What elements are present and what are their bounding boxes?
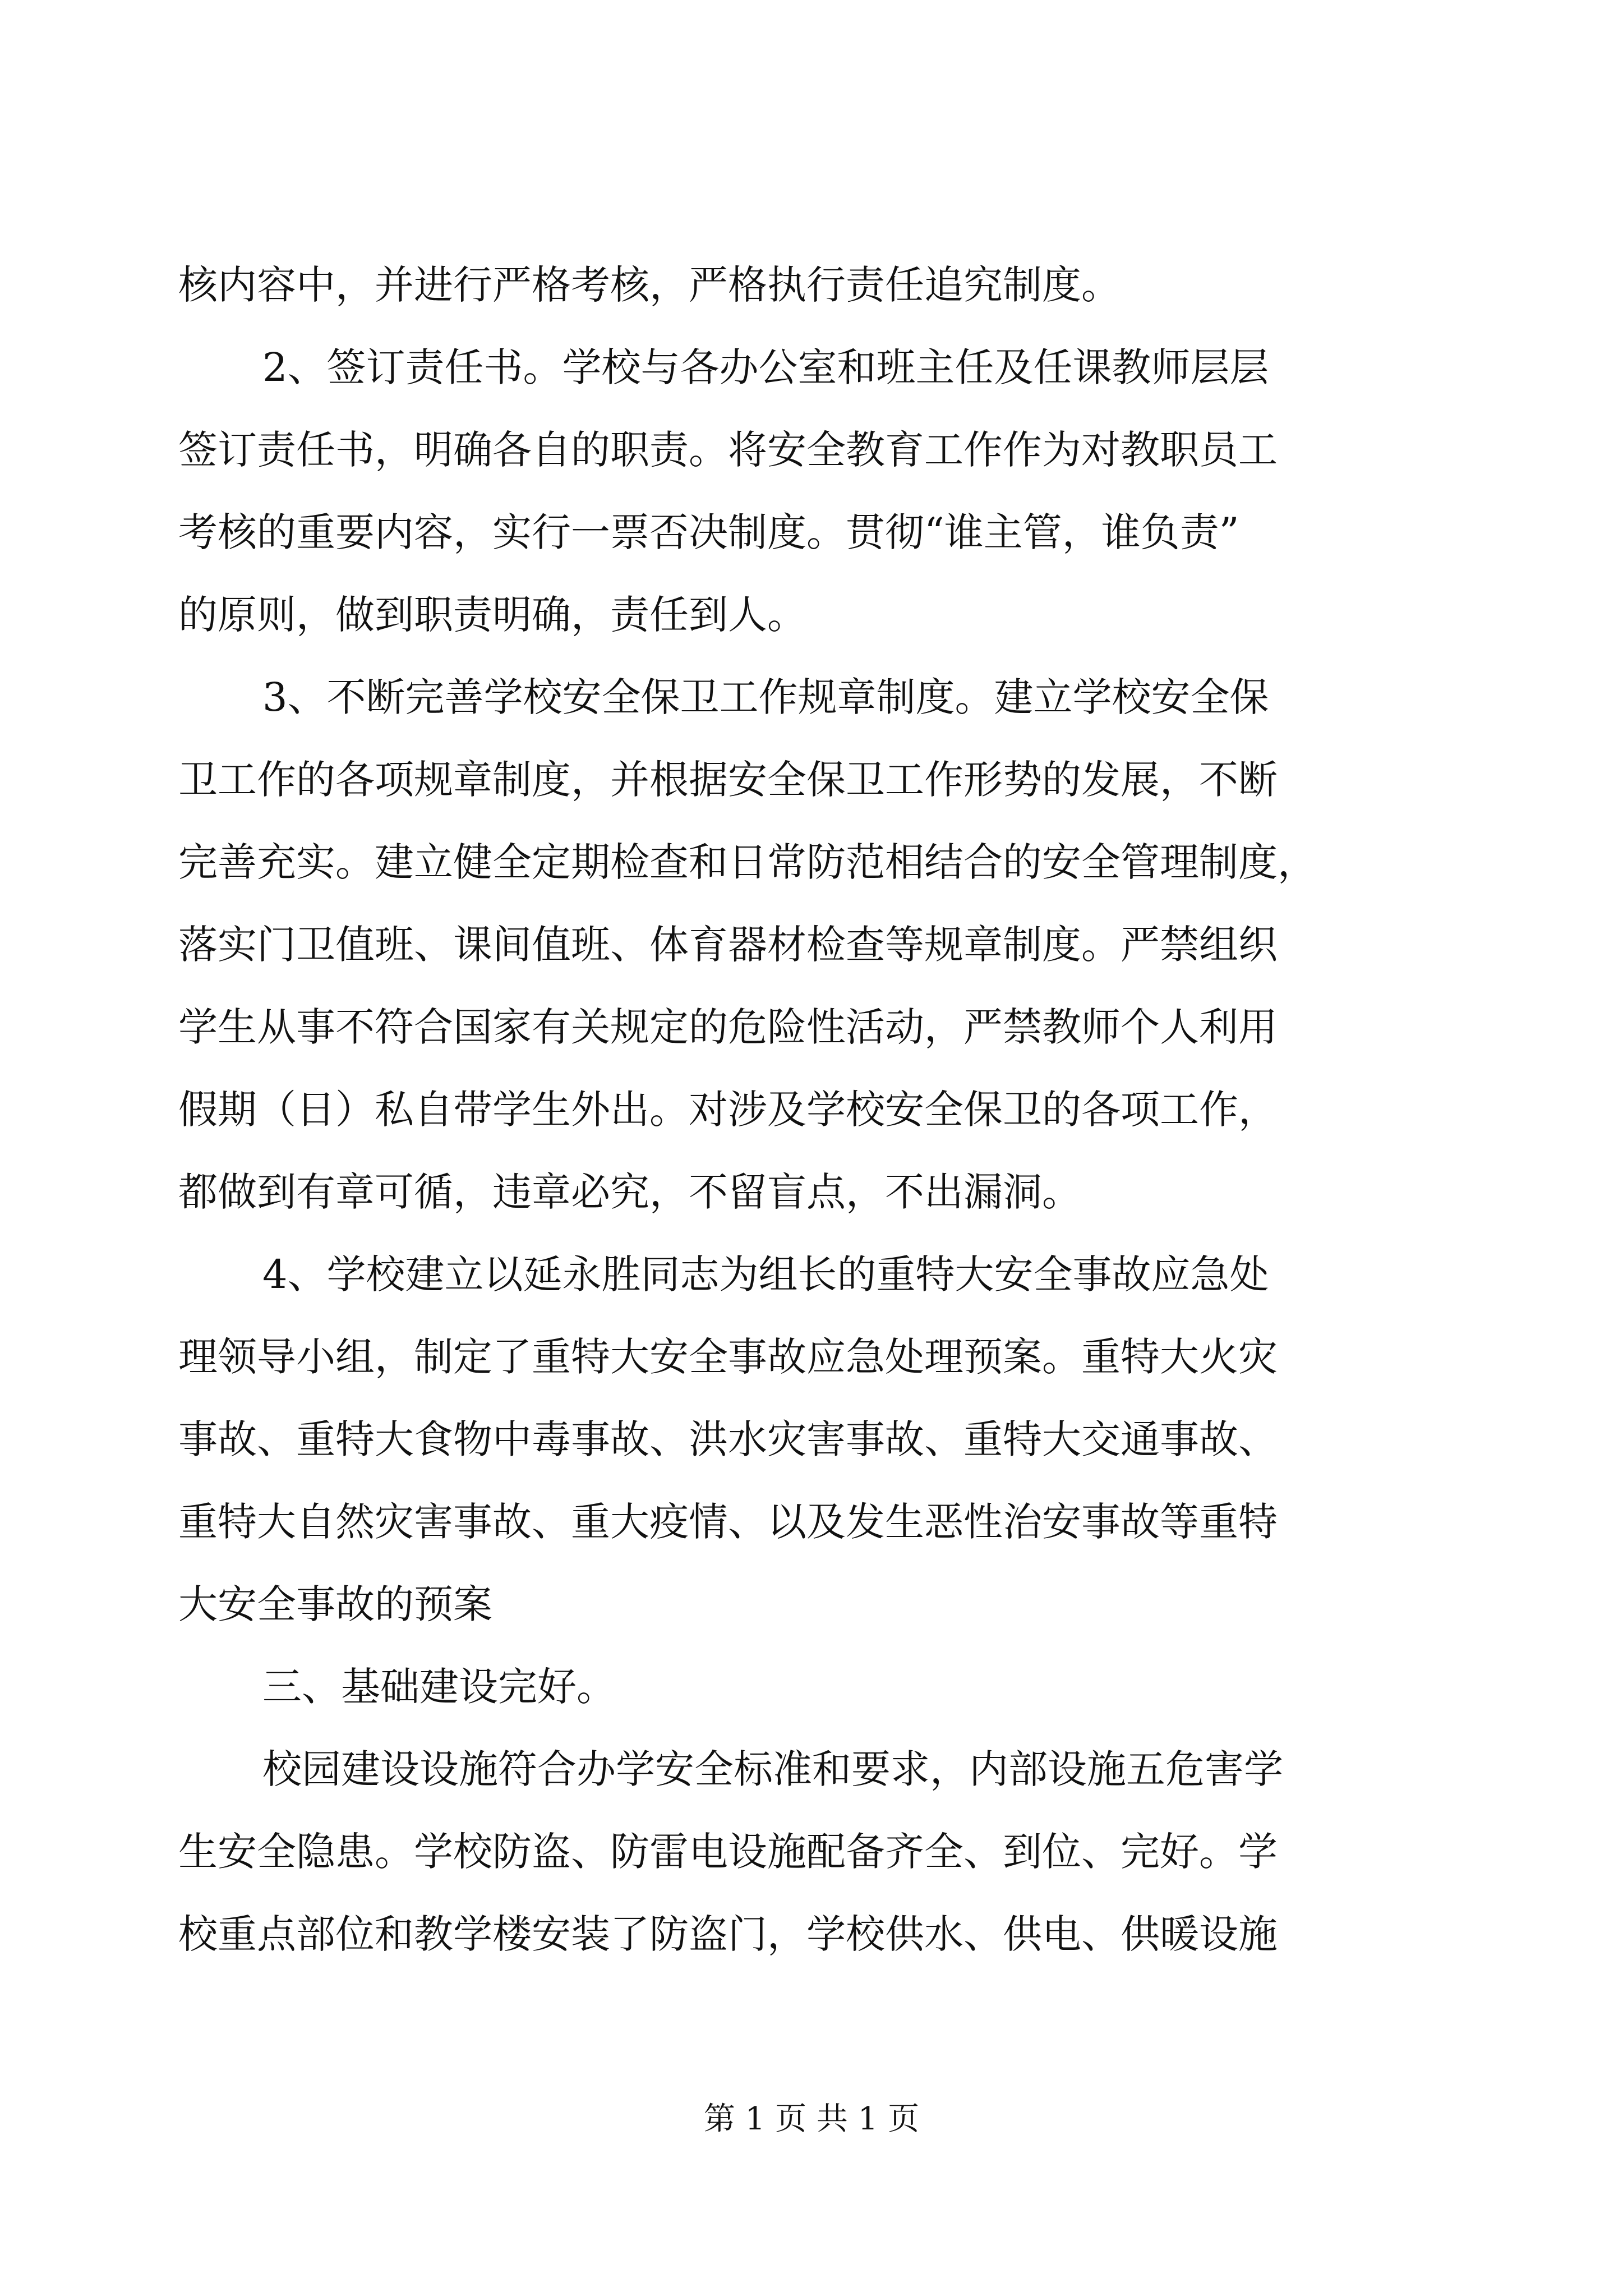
- body-text-line: 校重点部位和教学楼安装了防盗门，学校供水、供电、供暖设施: [178, 1911, 1278, 1957]
- body-text-line: 完善充实。建立健全定期检查和日常防范相结合的安全管理制度，: [178, 839, 1317, 885]
- body-text-line: 3、不断完善学校安全保卫工作规章制度。建立学校安全保: [262, 674, 1269, 720]
- body-text-line: 4、学校建立以延永胜同志为组长的重特大安全事故应急处: [262, 1251, 1269, 1297]
- body-text-line: 大安全事故的预案: [178, 1581, 492, 1627]
- body-text-line: 假期（日）私自带学生外出。对涉及学校安全保卫的各项工作，: [178, 1087, 1278, 1133]
- body-text-line: 学生从事不符合国家有关规定的危险性活动，严禁教师个人利用: [178, 1004, 1278, 1050]
- section-heading: 三、基础建设完好。: [262, 1664, 616, 1710]
- body-text-line: 考核的重要内容，实行一票否决制度。贯彻“谁主管，谁负责”: [178, 509, 1239, 555]
- body-text-line: 校园建设设施符合办学安全标准和要求，内部设施五危害学: [262, 1746, 1283, 1792]
- body-text-line: 落实门卫值班、课间值班、体育器材检查等规章制度。严禁组织: [178, 922, 1278, 968]
- body-text-line: 的原则，做到职责明确，责任到人。: [178, 592, 806, 638]
- body-text-line: 生安全隐患。学校防盗、防雷电设施配备齐全、到位、完好。学: [178, 1829, 1278, 1875]
- body-text-line: 卫工作的各项规章制度，并根据安全保卫工作形势的发展，不断: [178, 757, 1278, 803]
- body-text-line: 核内容中，并进行严格考核，严格执行责任追究制度。: [178, 262, 1121, 308]
- body-text-line: 重特大自然灾害事故、重大疫情、以及发生恶性治安事故等重特: [178, 1499, 1278, 1545]
- body-text-line: 签订责任书，明确各自的职责。将安全教育工作作为对教职员工: [178, 427, 1278, 473]
- body-text-line: 事故、重特大食物中毒事故、洪水灾害事故、重特大交通事故、: [178, 1416, 1278, 1462]
- page-number-footer: 第 1 页 共 1 页: [703, 2101, 920, 2137]
- body-text-line: 理领导小组，制定了重特大安全事故应急处理预案。重特大火灾: [178, 1334, 1278, 1380]
- body-text-line: 2、签订责任书。学校与各办公室和班主任及任课教师层层: [262, 344, 1269, 390]
- body-text-line: 都做到有章可循，违章必究，不留盲点，不出漏洞。: [178, 1169, 1081, 1215]
